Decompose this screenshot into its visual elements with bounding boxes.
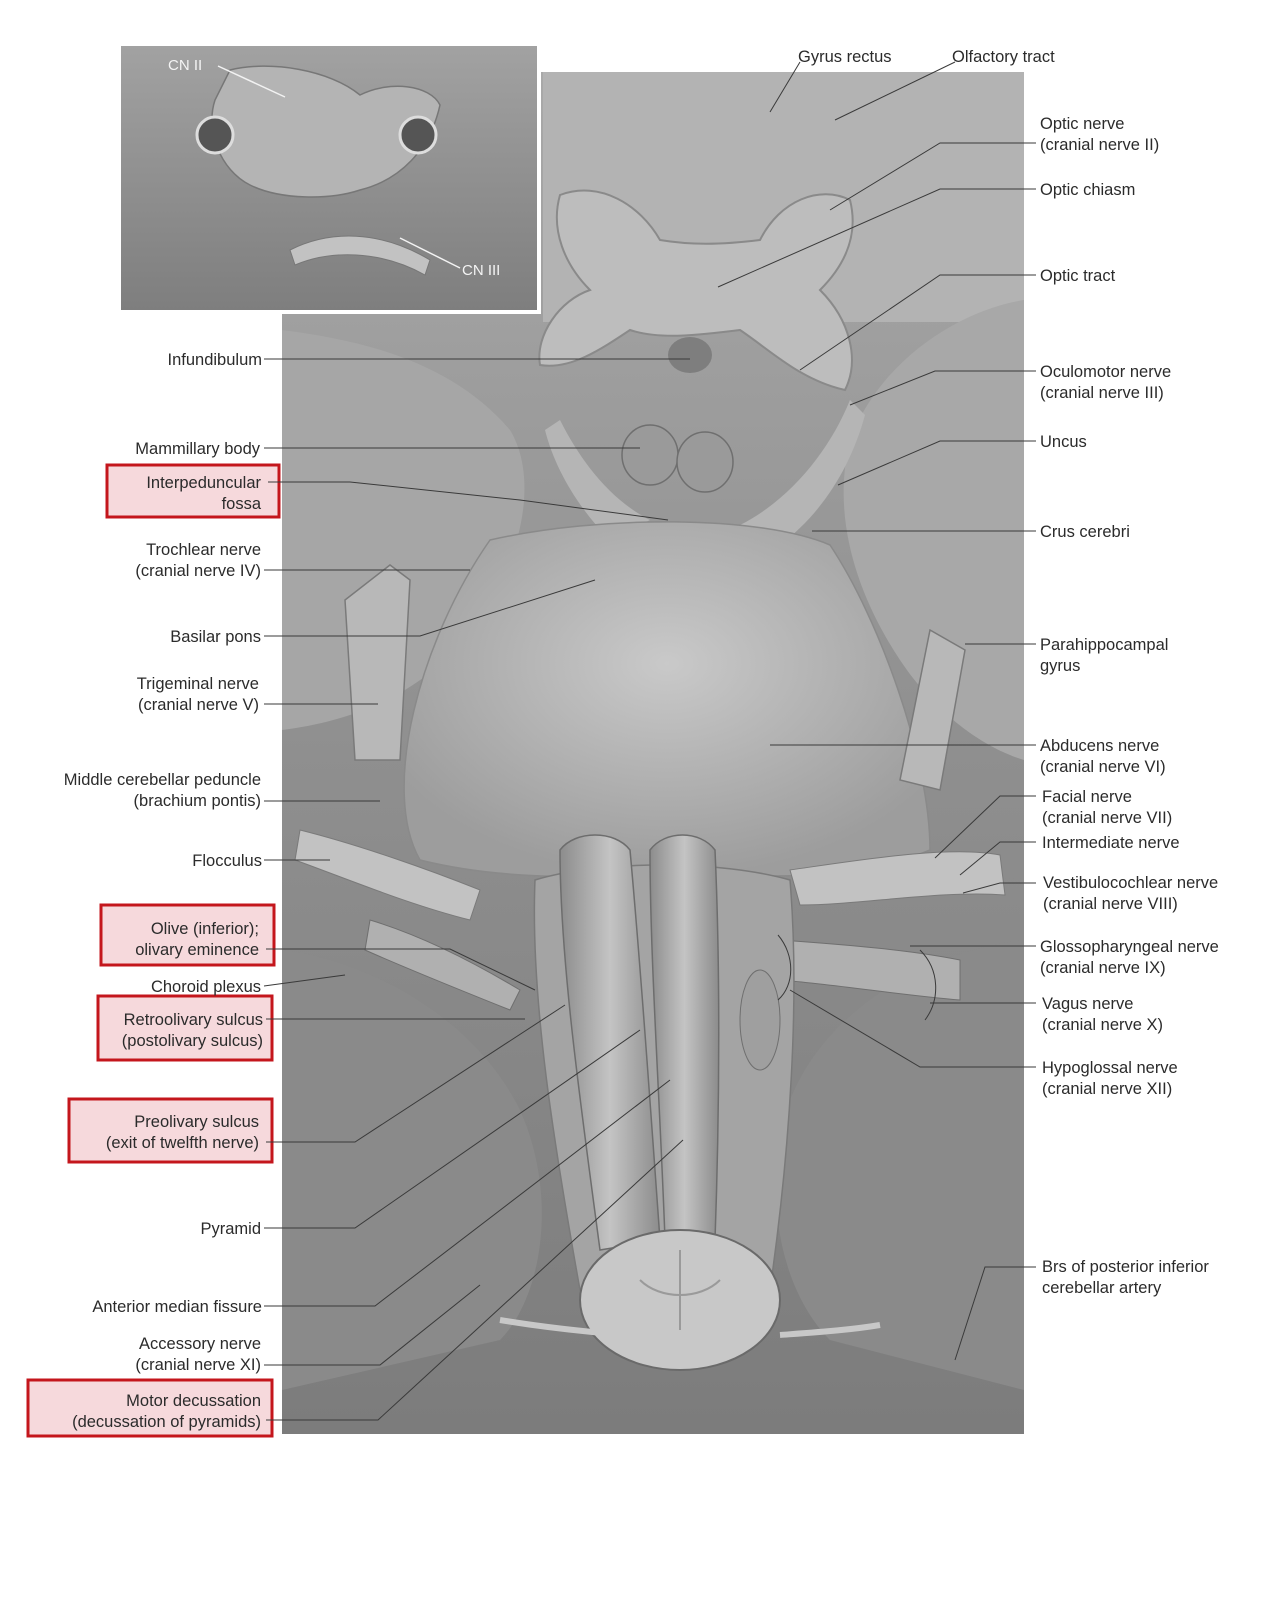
label-crus-cerebri: Crus cerebri — [1040, 523, 1130, 541]
infundibulum-stalk — [668, 337, 712, 373]
label-uncus: Uncus — [1040, 433, 1087, 451]
label-motor-2: (decussation of pyramids) — [72, 1413, 261, 1431]
label-facial-2: (cranial nerve VII) — [1042, 809, 1173, 827]
label-olive-1: Olive (inferior); — [150, 920, 259, 938]
label-intermediate: Intermediate nerve — [1042, 834, 1180, 852]
label-olfactory-tract: Olfactory tract — [952, 48, 1055, 66]
label-anterior-median-fissure: Anterior median fissure — [92, 1298, 262, 1316]
label-retroolivary-1: Retroolivary sulcus — [123, 1011, 263, 1029]
label-gyrus-rectus: Gyrus rectus — [798, 48, 892, 66]
label-flocculus: Flocculus — [192, 852, 262, 870]
label-retroolivary-2: (postolivary sulcus) — [121, 1032, 263, 1050]
label-trigeminal-1: Trigeminal nerve — [136, 675, 259, 693]
inset-carotid-left — [197, 117, 233, 153]
label-mammillary-body: Mammillary body — [135, 440, 260, 458]
label-accessory-1: Accessory nerve — [139, 1335, 261, 1353]
label-abducens-2: (cranial nerve VI) — [1040, 758, 1166, 776]
mammillary-body-right — [677, 432, 733, 492]
label-mcp-2: (brachium pontis) — [133, 792, 261, 810]
label-preolivary-2: (exit of twelfth nerve) — [105, 1134, 259, 1152]
label-vestibulo-2: (cranial nerve VIII) — [1043, 895, 1178, 913]
label-interpeduncular-2: fossa — [221, 495, 261, 513]
label-pica-1: Brs of posterior inferior — [1042, 1258, 1209, 1276]
label-parahippo-1: Parahippocampal — [1040, 636, 1169, 654]
labels-top — [798, 48, 1055, 66]
label-trochlear-2: (cranial nerve IV) — [135, 562, 261, 580]
labels-right — [1040, 115, 1219, 1297]
label-optic-nerve-2: (cranial nerve II) — [1040, 136, 1160, 154]
label-interpeduncular-1: Interpeduncular — [146, 474, 261, 492]
label-glosso-1: Glossopharyngeal nerve — [1040, 938, 1219, 956]
label-vestibulo-1: Vestibulocochlear nerve — [1043, 874, 1219, 892]
label-glosso-2: (cranial nerve IX) — [1040, 959, 1166, 977]
inset-carotid-right — [400, 117, 436, 153]
label-choroid-plexus: Choroid plexus — [150, 978, 261, 996]
label-pica-2: cerebellar artery — [1042, 1279, 1162, 1297]
label-abducens-1: Abducens nerve — [1040, 737, 1160, 755]
label-optic-chiasm: Optic chiasm — [1040, 181, 1136, 199]
label-mcp-1: Middle cerebellar peduncle — [63, 771, 261, 789]
label-oculomotor-2: (cranial nerve III) — [1040, 384, 1164, 402]
label-motor-1: Motor decussation — [126, 1392, 261, 1410]
trigeminal-nerve-left — [345, 565, 410, 760]
label-optic-tract: Optic tract — [1040, 267, 1116, 285]
label-vagus-2: (cranial nerve X) — [1042, 1016, 1164, 1034]
label-trochlear-1: Trochlear nerve — [146, 541, 261, 559]
label-infundibulum: Infundibulum — [167, 351, 262, 369]
label-parahippo-2: gyrus — [1040, 657, 1081, 675]
label-facial-1: Facial nerve — [1042, 788, 1132, 806]
inset-photo — [119, 44, 539, 312]
mammillary-body-left — [622, 425, 678, 485]
inset-label-cn2: CN II — [168, 57, 203, 74]
label-preolivary-1: Preolivary sulcus — [134, 1113, 259, 1131]
label-vagus-1: Vagus nerve — [1042, 995, 1134, 1013]
inset-label-cn3: CN III — [462, 262, 501, 279]
label-accessory-2: (cranial nerve XI) — [135, 1356, 261, 1374]
olive-eminence — [740, 970, 780, 1070]
label-hypoglossal-2: (cranial nerve XII) — [1042, 1080, 1173, 1098]
label-optic-nerve-1: Optic nerve — [1040, 115, 1125, 133]
label-basilar-pons: Basilar pons — [170, 628, 261, 646]
label-olive-2: olivary eminence — [135, 941, 259, 959]
label-trigeminal-2: (cranial nerve V) — [137, 696, 259, 714]
label-oculomotor-1: Oculomotor nerve — [1040, 363, 1172, 381]
label-pyramid: Pyramid — [200, 1220, 261, 1238]
label-hypoglossal-1: Hypoglossal nerve — [1042, 1059, 1178, 1077]
